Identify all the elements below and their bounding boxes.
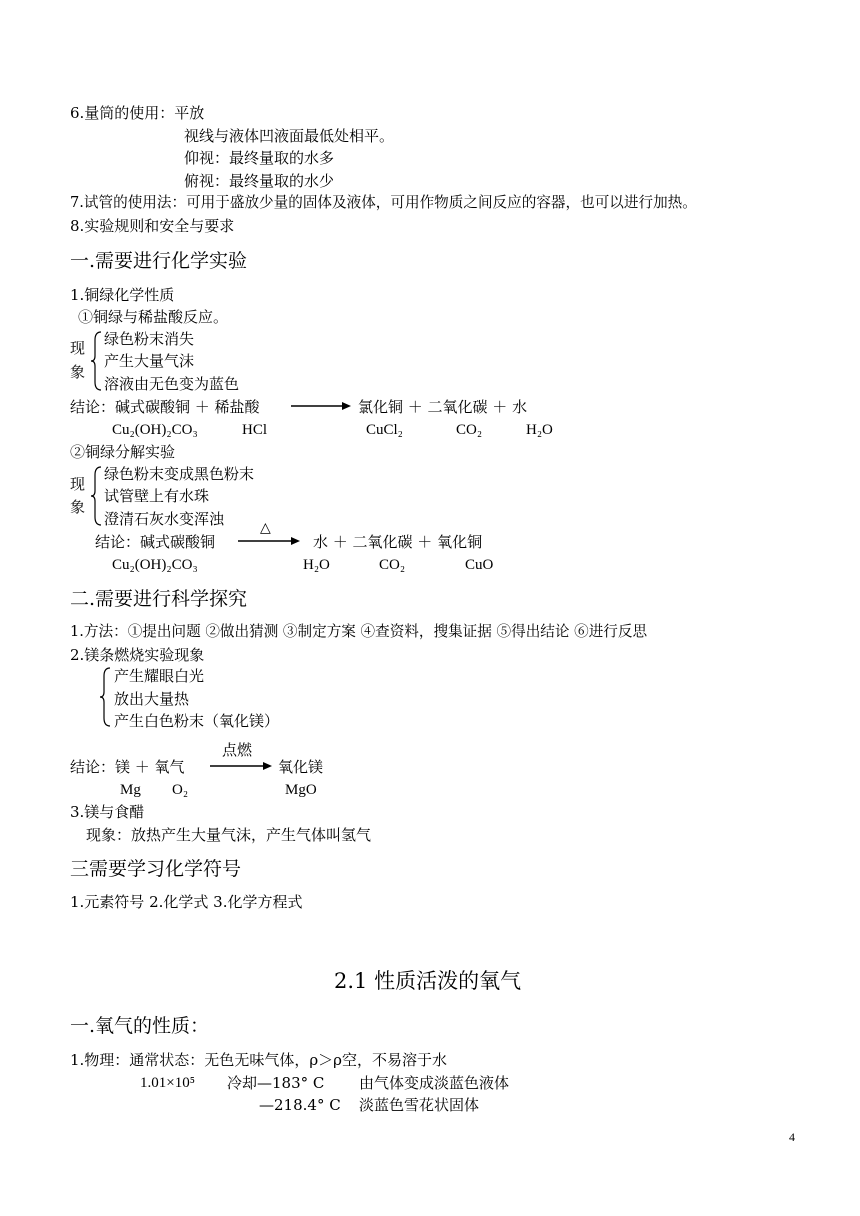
formula: CuCl₂	[366, 422, 403, 438]
phenomenon-item: 溶液由无色变为蓝色	[104, 375, 240, 393]
sec1-item1a: ①铜绿与稀盐酸反应。	[78, 308, 229, 326]
heating-symbol: △	[260, 520, 271, 536]
sec2-item1: 1.方法：①提出问题 ②做出猜测 ③制定方案 ④查资料，搜集证据 ⑤得出结论 ⑥进行反思	[70, 623, 648, 640]
phenomenon-label: 象	[70, 498, 86, 516]
brace-icon	[98, 666, 112, 728]
formula: CuO	[465, 557, 494, 573]
formula: H₂O	[526, 422, 553, 438]
line-7: 7.试管的使用法：可用于盛放少量的固体及液体，可用作物质之间反应的容器，也可以进行加热。	[70, 194, 697, 211]
line-6b: 仰视：最终量取的水多	[184, 149, 335, 167]
arrow-icon	[210, 760, 272, 772]
pressure-value: 1.01×10⁵	[140, 1075, 195, 1091]
sec1-item1: 1.铜绿化学性质	[70, 286, 175, 304]
phenomenon-item: 试管壁上有水珠	[104, 487, 210, 505]
arrow-icon	[291, 400, 351, 412]
sec1-item1b: ②铜绿分解实验	[70, 443, 176, 461]
line-6c: 俯视：最终量取的水少	[184, 172, 335, 190]
phenomenon-label: 象	[70, 363, 86, 381]
phenomenon-item: 产生白色粉末（氧化镁）	[114, 712, 280, 730]
phenomenon-label: 现	[70, 339, 86, 357]
phenomenon-item: 产生大量气沫	[104, 352, 195, 370]
sec3-item1: 1.元素符号 2.化学式 3.化学方程式	[70, 893, 303, 911]
formula: MgO	[285, 782, 317, 798]
formula: Mg	[120, 782, 141, 798]
arrow-icon	[238, 535, 300, 547]
conclusion-mg: 结论：镁 ＋ 氧气	[70, 758, 185, 776]
ignition-condition: 点燃	[222, 741, 253, 759]
formula: Cu₂(OH)₂CO₃	[112, 557, 198, 573]
page-number: 4	[789, 1130, 795, 1144]
chapter-item1: 1.物理：通常状态：无色无味气体，ρ＞ρ空，不易溶于水	[70, 1051, 447, 1069]
sec2-item3: 3.镁与食醋	[70, 803, 145, 821]
solid-temp: —218.4° C	[259, 1096, 341, 1114]
phenomenon-item: 绿色粉末变成黑色粉末	[104, 465, 255, 483]
line-6: 6.量筒的使用：平放	[70, 104, 205, 122]
phenomenon-item: 放出大量热	[114, 690, 190, 708]
brace-icon	[89, 465, 103, 527]
phenomenon-item: 产生耀眼白光	[114, 667, 205, 685]
products-a: 氯化铜 ＋ 二氧化碳 ＋ 水	[358, 398, 528, 416]
formula: H₂O	[303, 557, 330, 573]
phenomenon-item: 澄清石灰水变浑浊	[104, 510, 225, 528]
section-heading-1: 一.需要进行化学实验	[70, 250, 248, 272]
sec2-item3a: 现象：放热产生大量气沫，产生气体叫氢气	[86, 826, 372, 844]
formula: CO₂	[456, 422, 483, 438]
liquid-state: 由气体变成淡蓝色液体	[359, 1074, 510, 1092]
solid-state: 淡蓝色雪花状固体	[359, 1096, 480, 1114]
chapter-title: 2.1 性质活泼的氧气	[334, 969, 522, 993]
conclusion-b: 结论：碱式碳酸铜	[95, 533, 216, 551]
formula: O₂	[172, 782, 189, 798]
sec2-item2: 2.镁条燃烧实验现象	[70, 646, 205, 664]
conclusion-a: 结论：碱式碳酸铜 ＋ 稀盐酸	[70, 398, 260, 416]
product-mg: 氧化镁	[278, 758, 324, 776]
section-heading-3: 三需要学习化学符号	[70, 858, 242, 880]
cooling-temp: 冷却—183° C	[227, 1074, 325, 1092]
line-6a: 视线与液体凹液面最低处相平。	[184, 127, 395, 145]
phenomenon-label: 现	[70, 475, 86, 493]
phenomenon-item: 绿色粉末消失	[104, 330, 195, 348]
products-b: 水 ＋ 二氧化碳 ＋ 氧化铜	[313, 533, 483, 551]
formula: HCl	[242, 422, 268, 438]
brace-icon	[89, 330, 103, 392]
chapter-heading: 一.氧气的性质：	[70, 1015, 210, 1037]
formula: CO₂	[379, 557, 406, 573]
section-heading-2: 二.需要进行科学探究	[70, 588, 248, 610]
formula: Cu₂(OH)₂CO₃	[112, 422, 198, 438]
line-8: 8.实验规则和安全与要求	[70, 217, 235, 235]
